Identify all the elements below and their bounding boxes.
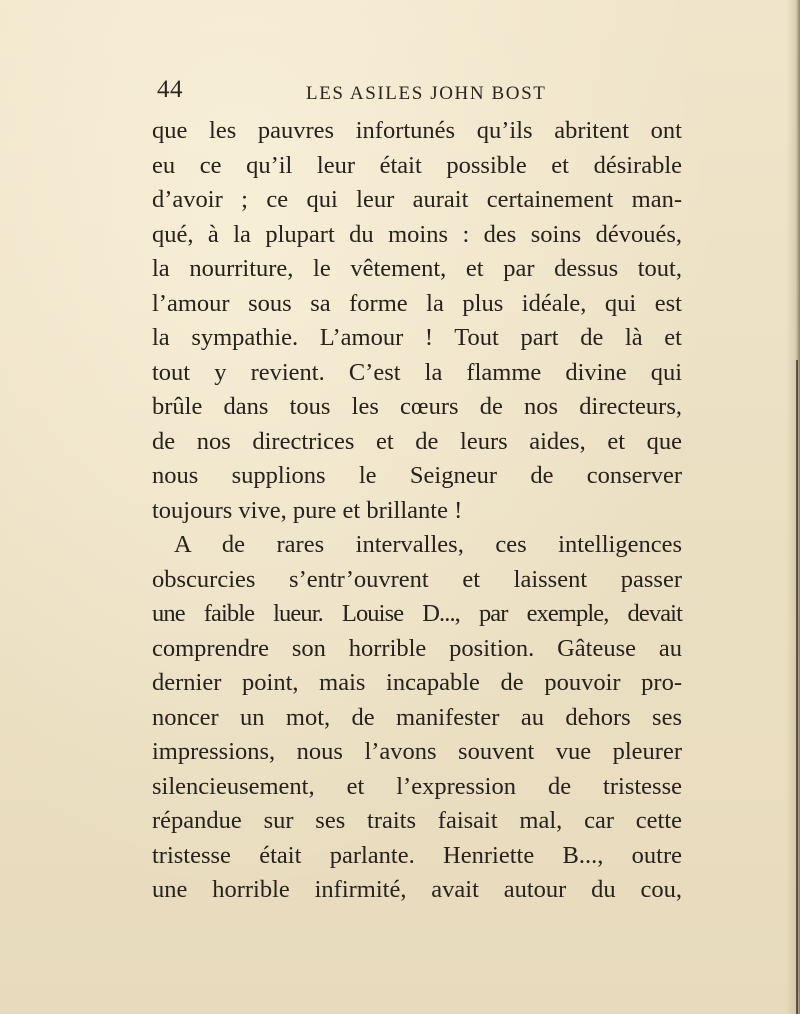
- text-line: la sympathie. L’amour ! Tout part de là et: [152, 324, 682, 351]
- text-line: une horrible infirmité, avait autour du cou,: [152, 876, 682, 903]
- text-line: la nourriture, le vêtement, et par dessus tout,: [152, 255, 682, 282]
- running-title: LES ASILES JOHN BOST: [306, 83, 547, 104]
- text-line: de nos directrices et de leurs aides, et que: [152, 427, 682, 455]
- paragraph-start-line: A de rares intervalles, ces intelligences: [174, 531, 682, 558]
- text-line: brûle dans tous les cœurs de nos directeurs,: [152, 393, 682, 420]
- text-line: silencieusement, et l’expression de tristesse: [152, 772, 682, 800]
- page-edge-line: [796, 360, 798, 1014]
- text-line: tristesse était parlante. Henriette B..., outre: [152, 841, 682, 869]
- text-line: comprendre son horrible position. Gâteuse au: [152, 634, 682, 662]
- text-line: d’avoir ; ce qui leur aurait certainement man-: [152, 186, 682, 213]
- text-line: obscurcies s’entr’ouvrent et laissent passer: [152, 565, 682, 593]
- text-line: tout y revient. C’est la flamme divine qui: [152, 358, 682, 386]
- body-text: [152, 114, 682, 908]
- text-line: nous supplions le Seigneur de conserver: [152, 462, 682, 489]
- text-line: noncer un mot, de manifester au dehors ses: [152, 703, 682, 731]
- text-line: que les pauvres infortunés qu’ils abritent ont: [152, 117, 682, 144]
- text-line: impressions, nous l’avons souvent vue pleurer: [152, 738, 682, 765]
- text-line: dernier point, mais incapable de pouvoir pro-: [152, 669, 682, 696]
- page-number: 44: [157, 76, 183, 103]
- text-line: qué, à la plupart du moins : des soins dévoués,: [152, 220, 682, 248]
- page-header: [157, 76, 677, 110]
- text-line: l’amour sous sa forme la plus idéale, qui est: [152, 289, 682, 317]
- paragraph-end-line: toujours vive, pure et brillante !: [152, 496, 463, 524]
- text-line: répandue sur ses traits faisait mal, car cette: [152, 807, 682, 834]
- text-line: une faible lueur. Louise D..., par exemple, devait: [152, 600, 682, 627]
- text-line: eu ce qu’il leur était possible et désirable: [152, 151, 682, 179]
